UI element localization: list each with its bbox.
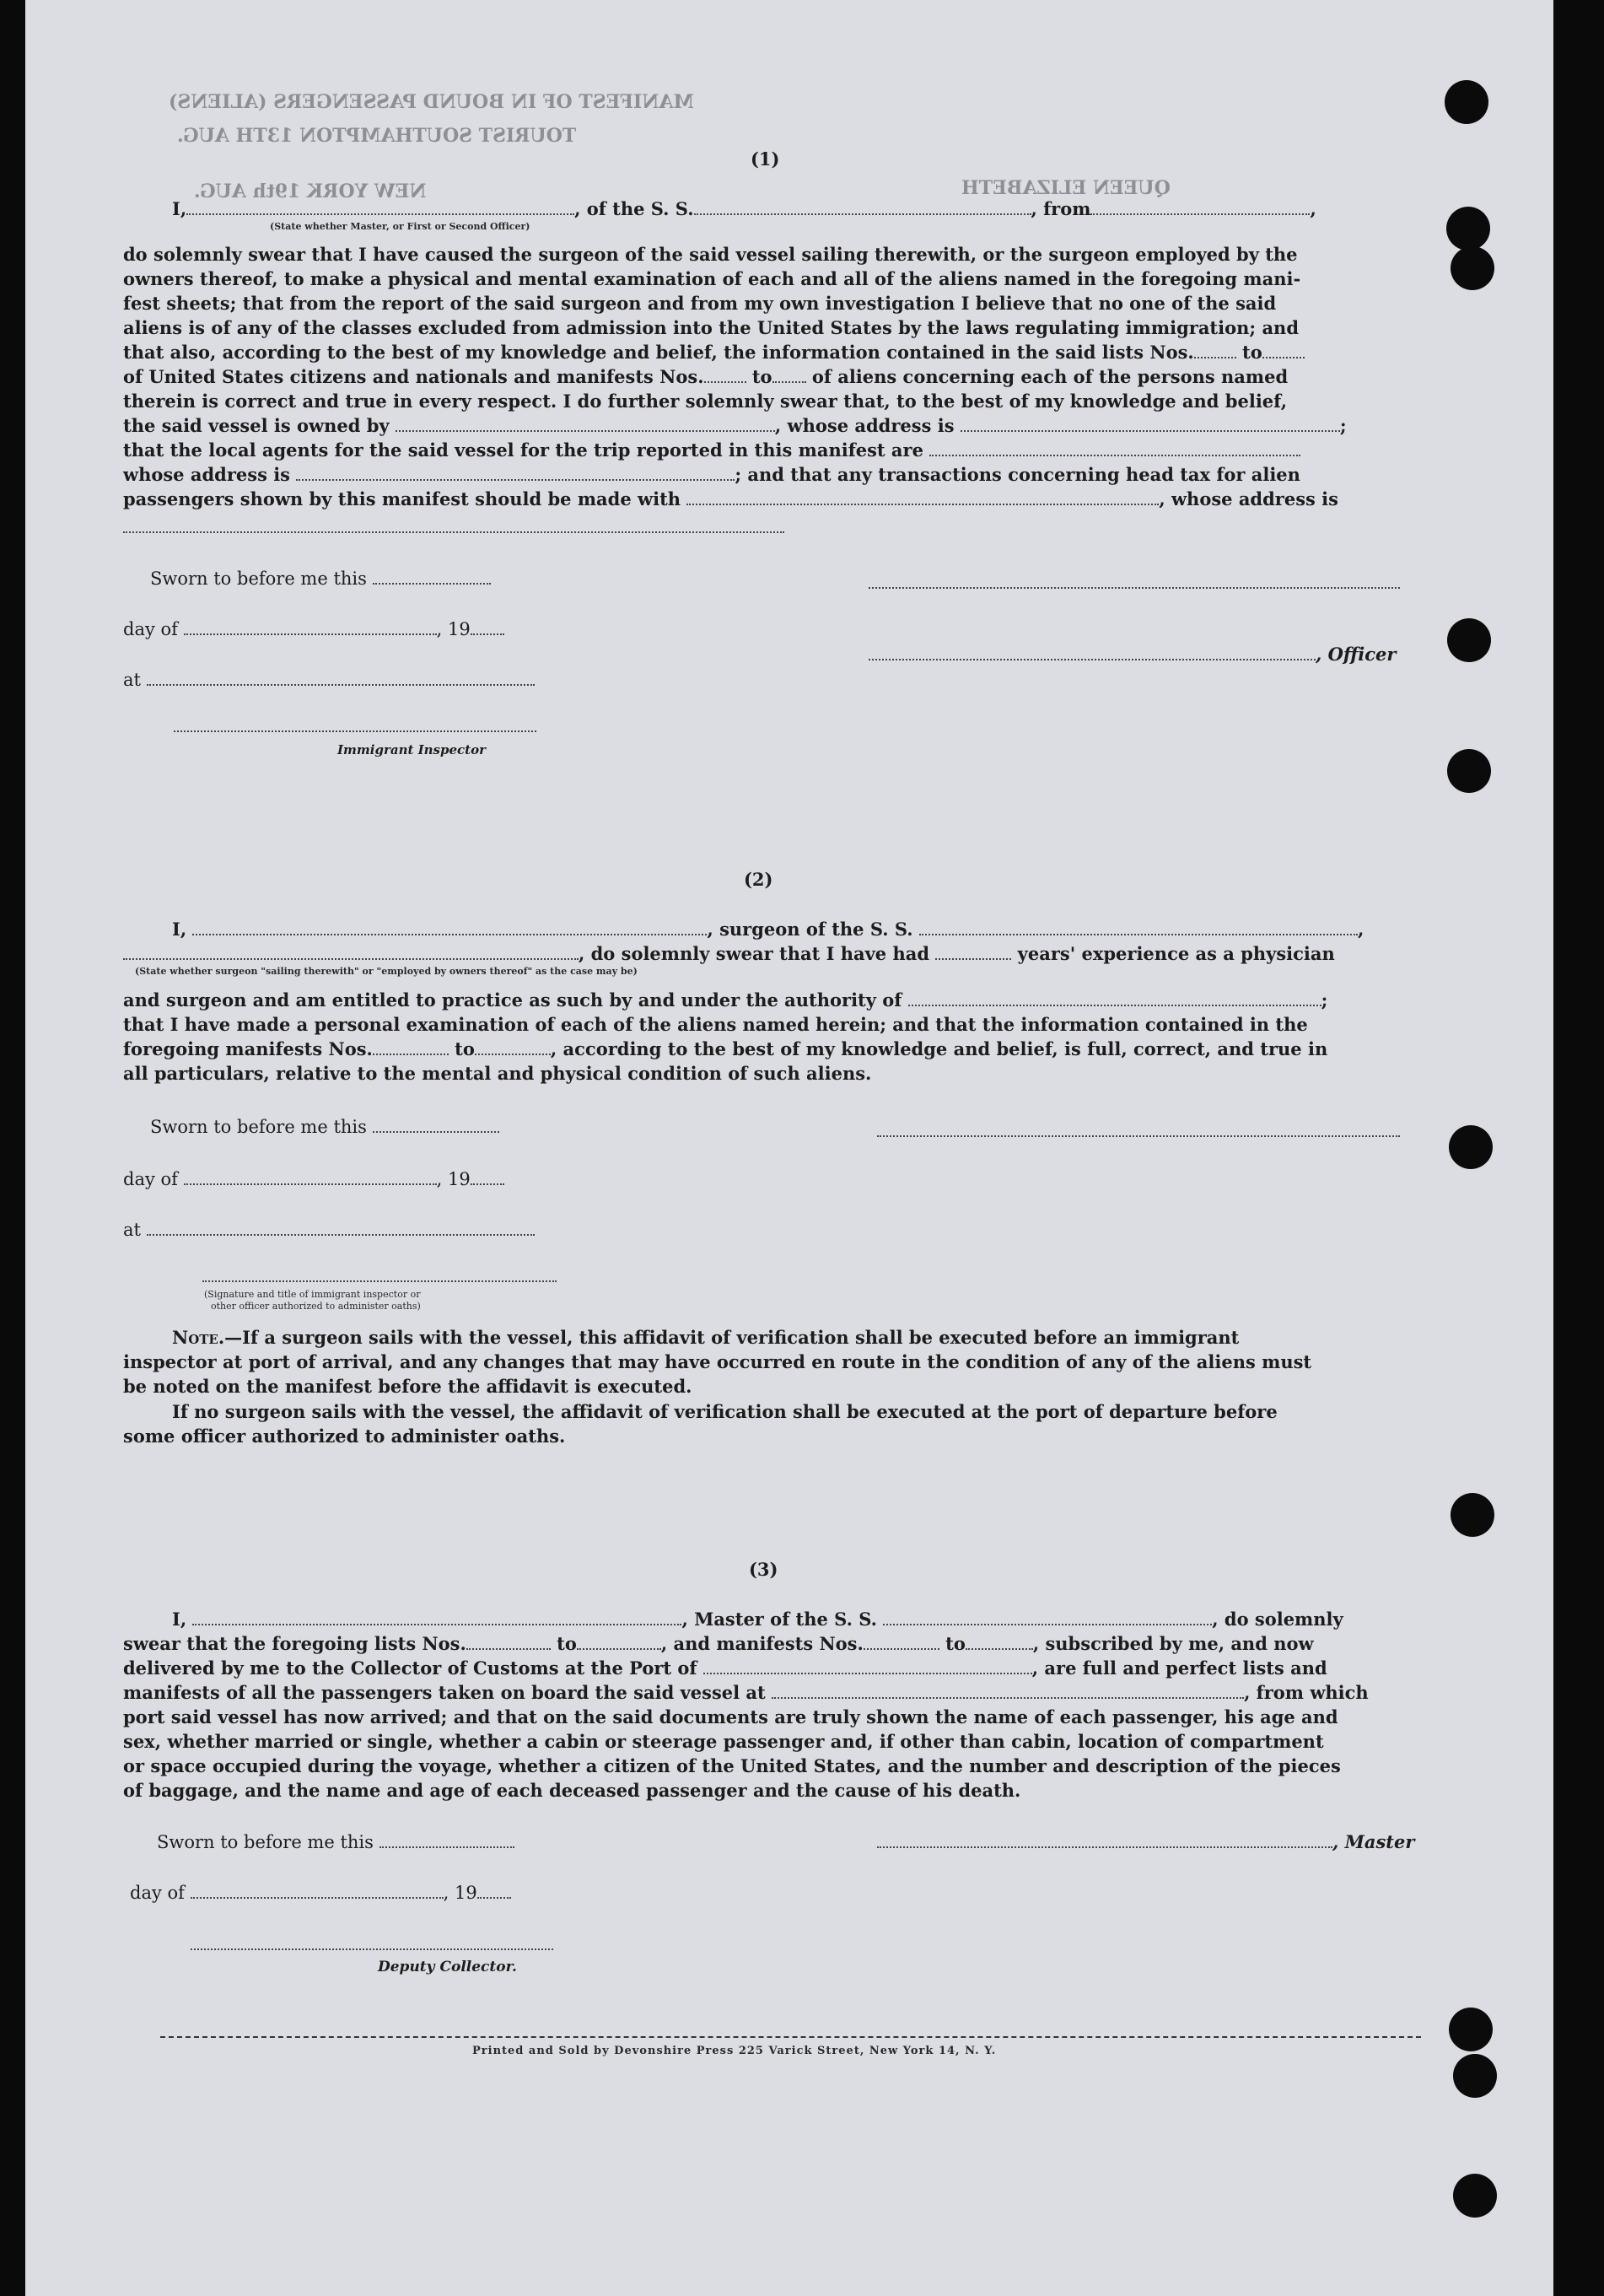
s1-inspector-line bbox=[174, 730, 536, 732]
s3-para-line: port said vessel has now arrived; and that on the said documents are truly shown the name of each passenger, his age and bbox=[123, 1706, 1338, 1727]
section-number: (1) bbox=[751, 148, 780, 170]
s3-para-line: sex, whether married or single, whether a cabin or steerage passenger and, if other than cabin, location of compartment bbox=[123, 1731, 1324, 1752]
s2-note-line: be noted on the manifest before the affidavit is executed. bbox=[123, 1376, 692, 1397]
s1-i: I, bbox=[172, 198, 187, 219]
s1-day: day of , 19 bbox=[123, 617, 504, 641]
s2-para-line: foregoing manifests Nos. to , according to the best of my knowledge and belief, is full, correct, and true in bbox=[123, 1038, 1328, 1059]
s3-para-line: manifests of all the passengers taken on board the said vessel at , from which bbox=[123, 1682, 1369, 1703]
punch-hole bbox=[1449, 2008, 1493, 2051]
punch-hole bbox=[1447, 749, 1491, 793]
s1-officer: , Officer bbox=[869, 643, 1396, 666]
punch-hole bbox=[1446, 207, 1490, 251]
punch-hole bbox=[1451, 246, 1494, 290]
s2-at: at bbox=[123, 1218, 535, 1242]
footer-rule bbox=[160, 2036, 1421, 2038]
s3-deputy: Deputy Collector. bbox=[378, 1959, 517, 1975]
s1-para-line: passengers shown by this manifest should be made with , whose address is bbox=[123, 488, 1338, 509]
s2-note: (State whether surgeon "sailing therewith" or "employed by owners thereof" as the case may be) bbox=[135, 966, 638, 977]
punch-hole bbox=[1453, 2054, 1497, 2098]
punch-hole bbox=[1449, 1125, 1493, 1169]
bleed-text: TOURIST SOUTHAMPTON 13TH AUG. bbox=[177, 125, 577, 147]
s3-para-line: of baggage, and the name and age of each deceased passenger and the cause of his death. bbox=[123, 1780, 1021, 1801]
s2-surgeon-sig-line bbox=[877, 1135, 1400, 1137]
s3-day: day of , 19 bbox=[130, 1881, 511, 1905]
bleed-text: QUEEN ELIZABETH bbox=[961, 177, 1171, 199]
s3-para-line: swear that the foregoing lists Nos. to , and manifests Nos. to , subscribed by me, and now bbox=[123, 1633, 1314, 1654]
s1-at: at bbox=[123, 668, 535, 692]
s2-sig-note: (Signature and title of immigrant inspector or bbox=[204, 1289, 421, 1300]
s1-para-line: therein is correct and true in every respect. I do further solemnly swear that, to the best of my knowledge and belief, bbox=[123, 391, 1288, 412]
s2-sig-line bbox=[202, 1280, 557, 1282]
s3-line1: I, , Master of the S. S. , do solemnly bbox=[172, 1609, 1343, 1630]
s1-inspector: Immigrant Inspector bbox=[337, 742, 486, 757]
bleed-text: MANIFEST OF IN BOUND PASSENGERS (ALIENS) bbox=[169, 91, 694, 113]
s2-sworn: Sworn to before me this bbox=[150, 1115, 499, 1139]
s1-para-line: owners thereof, to make a physical and mental examination of each and all of the aliens named in the foregoing mani- bbox=[123, 268, 1301, 289]
s2-line1: I, , surgeon of the S. S. , bbox=[172, 919, 1364, 940]
s2-note-line: some officer authorized to administer oaths. bbox=[123, 1426, 566, 1447]
s1-para-line: that also, according to the best of my knowledge and belief, the information contained in the said lists Nos. to bbox=[123, 341, 1305, 364]
printer-line: Printed and Sold by Devonshire Press 225 Varick Street, New York 14, N. Y. bbox=[472, 2045, 997, 2057]
s3-master: , Master bbox=[877, 1830, 1414, 1854]
s1-sworn: Sworn to before me this bbox=[150, 567, 491, 590]
s2-sig-note: other officer authorized to administer oaths) bbox=[211, 1301, 421, 1312]
s1-para-line: aliens is of any of the classes excluded from admission into the United States by the laws regulating immigration; and bbox=[123, 317, 1300, 338]
s1-note: (State whether Master, or First or Second Officer) bbox=[270, 221, 530, 232]
s1-para-line: the said vessel is owned by , whose address is ; bbox=[123, 415, 1347, 436]
s1-of-ss: , of the S. S. bbox=[574, 198, 694, 219]
s1-para-line: of United States citizens and nationals and manifests Nos. to of aliens concerning each of the persons named bbox=[123, 366, 1289, 387]
s1-line1: I, , of the S. S. , from , bbox=[172, 198, 1316, 219]
s1-para-line: do solemnly swear that I have caused the surgeon of the said vessel sailing therewith, or the surgeon employed by the bbox=[123, 244, 1298, 265]
s3-deputy-line bbox=[191, 1948, 553, 1950]
s3-sworn: Sworn to before me this bbox=[157, 1830, 514, 1854]
s3-para-line: delivered by me to the Collector of Customs at the Port of , are full and perfect lists and bbox=[123, 1657, 1327, 1679]
s2-note-line: inspector at port of arrival, and any changes that may have occurred en route in the condition of any of the aliens must bbox=[123, 1351, 1312, 1372]
affidavit-page bbox=[25, 0, 1553, 2296]
s1-para-line: whose address is ; and that any transactions concerning head tax for alien bbox=[123, 464, 1300, 485]
s3-para-line: or space occupied during the voyage, whether a citizen of the United States, and the number and description of the pieces bbox=[123, 1755, 1341, 1776]
punch-hole bbox=[1453, 2174, 1497, 2218]
s1-para-line: that the local agents for the said vessel for the trip reported in this manifest are bbox=[123, 439, 1300, 462]
s2-para-line: all particulars, relative to the mental and physical condition of such aliens. bbox=[123, 1063, 872, 1084]
punch-hole bbox=[1445, 80, 1488, 124]
section-number: (2) bbox=[744, 869, 773, 890]
punch-hole bbox=[1451, 1493, 1494, 1537]
s2-para-line: and surgeon and am entitled to practice as such by and under the authority of ; bbox=[123, 989, 1328, 1011]
punch-hole bbox=[1447, 618, 1491, 662]
section-number: (3) bbox=[749, 1559, 778, 1580]
s2-note-line: Note.—If a surgeon sails with the vessel, this affidavit of verification shall be executed before an immigrant bbox=[172, 1327, 1240, 1348]
s1-underline bbox=[123, 531, 784, 533]
bleed-text: NEW YORK 19th AUG. bbox=[194, 181, 427, 202]
s1-officer-sig-line bbox=[869, 587, 1400, 589]
s2-para-line: that I have made a personal examination of each of the aliens named herein; and that the information contained in the bbox=[123, 1014, 1308, 1035]
s1-para-line: fest sheets; that from the report of the said surgeon and from my own investigation I believe that no one of the said bbox=[123, 293, 1277, 314]
s2-note-line: If no surgeon sails with the vessel, the affidavit of verification shall be executed at the port of departure before bbox=[172, 1401, 1278, 1422]
s2-line2: , do solemnly swear that I have had years' experience as a physician bbox=[123, 942, 1335, 966]
s1-from: , from bbox=[1031, 198, 1091, 219]
s2-day: day of , 19 bbox=[123, 1167, 504, 1191]
